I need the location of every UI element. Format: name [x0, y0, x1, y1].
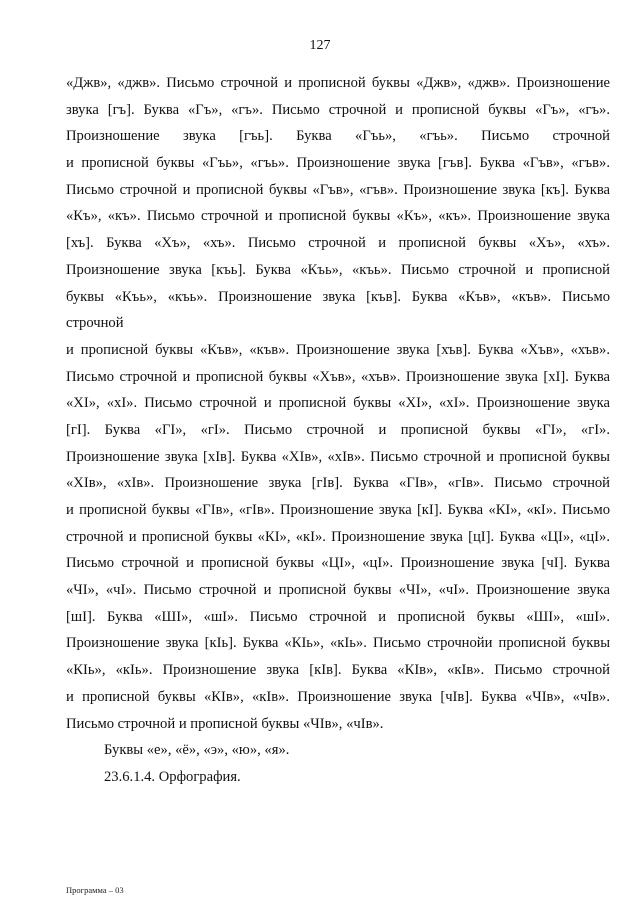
text-line: Произношение звука [гъь]. Буква «Гъь», «гъь». Письмо строчной — [66, 128, 610, 145]
text-line: Письмо строчной и прописной буквы «Хъв», «хъв». Произношение звука [хI]. Буква — [66, 368, 610, 385]
text-line: Произношение звука [кIь]. Буква «КIь», «кIь». Письмо строчнойи прописной буквы — [66, 635, 610, 652]
page-number: 127 — [309, 38, 331, 53]
footer-text: Программа – 03 — [66, 885, 124, 895]
text-line: Буквы «е», «ё», «э», «ю», «я». — [104, 742, 290, 759]
text-line: «Къ», «къ». Письмо строчной и прописной буквы «Къ», «къ». Произношение звука — [66, 208, 610, 225]
text-line: и прописной буквы «Къв», «къв». Произношение звука [хъв]. Буква «Хъв», «хъв». — [66, 341, 610, 358]
text-line: «XIв», «хIв». Произношение звука [гIв]. Буква «ГIв», «гIв». Письмо строчной — [66, 475, 610, 492]
text-line: Письмо строчной и прописной буквы «ЦI», «цI». Произношение звука [чI]. Буква — [66, 555, 610, 572]
text-line: Письмо строчной и прописной буквы «ЧIв», «чIв». — [66, 715, 384, 732]
text-line: Произношение звука [къь]. Буква «Къь», «къь». Письмо строчной и прописной — [66, 261, 610, 278]
text-line: строчной — [66, 315, 124, 332]
text-line: звука [гъ]. Буква «Гъ», «гъ». Письмо строчной и прописной буквы «Гъ», «гъ». — [66, 101, 610, 118]
text-line: Произношение звука [хIв]. Буква «XIв», «хIв». Письмо строчной и прописной буквы — [66, 448, 610, 465]
text-line: «Джв», «джв». Письмо строчной и прописной буквы «Джв», «джв». Произношение — [66, 75, 610, 91]
text-line: Письмо строчной и прописной буквы «Гъв», «гъв». Произношение звука [къ]. Буква — [66, 181, 610, 198]
text-line: и прописной буквы «КIв», «кIв». Произношение звука [чIв]. Буква «ЧIв», «чIв». — [66, 688, 610, 705]
text-line: и прописной буквы «ГIв», «гIв». Произношение звука [кI]. Буква «КI», «кI». Письмо — [66, 502, 610, 518]
text-line: буквы «Къь», «къь». Произношение звука [къв]. Буква «Къв», «къв». Письмо — [66, 288, 610, 305]
text-line: «ЧI», «чI». Письмо строчной и прописной буквы «ЧI», «чI». Произношение звука — [66, 582, 610, 599]
text-line: и прописной буквы «Гъь», «гъь». Произношение звука [гъв]. Буква «Гъв», «гъв». — [66, 155, 610, 172]
text-line: «КIь», «кIь». Произношение звука [кIв]. Буква «КIв», «кIв». Письмо строчной — [66, 662, 610, 679]
text-line: «XI», «хI». Письмо строчной и прописной буквы «XI», «хI». Произношение звука — [66, 395, 610, 412]
text-line: [хъ]. Буква «Хъ», «хъ». Письмо строчной и прописной буквы «Хъ», «хъ». — [66, 235, 610, 252]
text-line: [гI]. Буква «ГI», «гI». Письмо строчной и прописной буквы «ГI», «гI». — [66, 421, 610, 438]
body-text — [66, 70, 610, 791]
text-line: [шI]. Буква «ШI», «шI». Письмо строчной и прописной буквы «ШI», «шI». — [66, 608, 610, 625]
section-heading: 23.6.1.4. Орфография. — [104, 768, 241, 785]
text-line: строчной и прописной буквы «КI», «кI». Произношение звука [цI]. Буква «ЦI», «цI». — [66, 528, 610, 545]
